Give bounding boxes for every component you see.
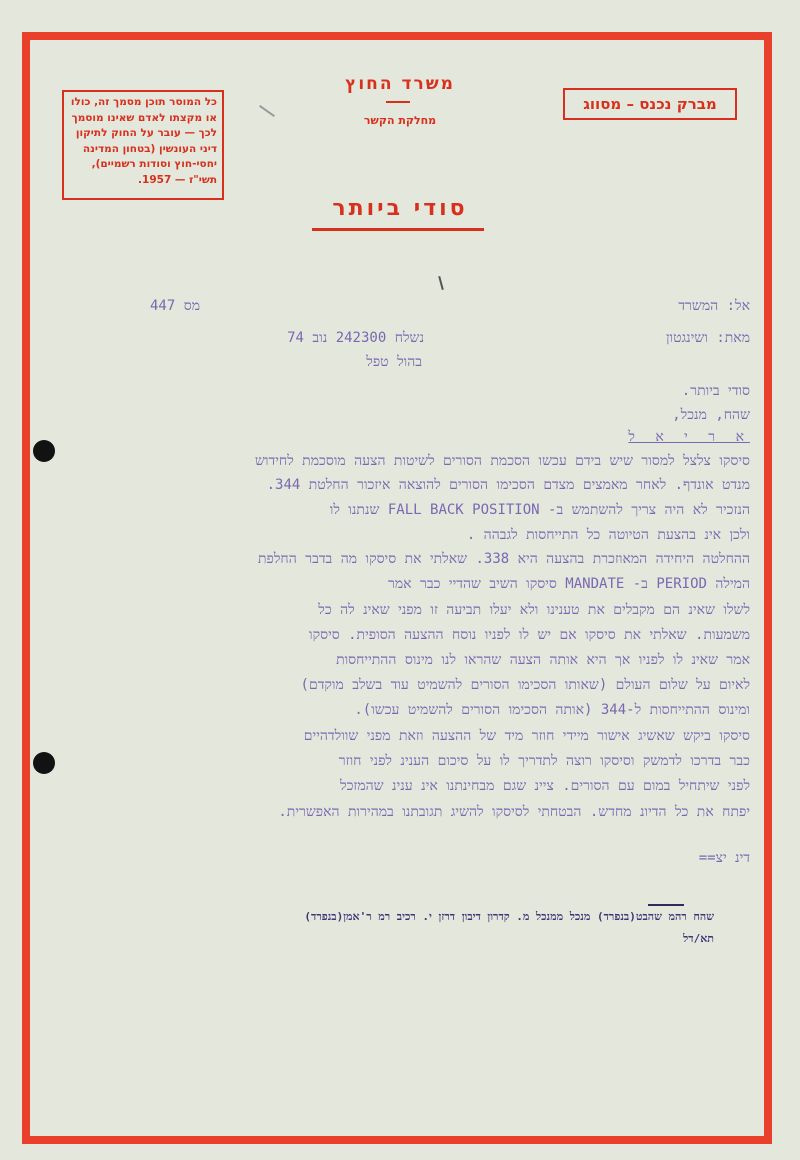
addressee-line: א ר י א ל bbox=[628, 429, 750, 445]
body-line: ולכן אינ בהצעת הטיוטה כל התייחסות לגבהה . bbox=[466, 527, 750, 543]
body-line: מנדט אונדף. לאחר מאמצים מצדם הסכימו הסורים להוצאה איזכור החלטת 344. bbox=[266, 477, 750, 493]
department-title: מחלקת הקשר bbox=[363, 114, 437, 127]
punch-hole bbox=[33, 440, 55, 462]
body-line: לאיום על שלום העולם (שאותו הסכימו הסורים להשמיט עוד בשלב מוקדם) bbox=[300, 677, 750, 693]
to-line: אל: המשרד bbox=[678, 298, 750, 314]
legal-line: דיני העונשין (בטחון המדינה bbox=[82, 142, 217, 155]
body-line: הנזכיר לא היה צריך להשתמש ב- FALL BACK POSITION שנתנו לו bbox=[329, 502, 750, 518]
legal-line: תשי"ז — 1957. bbox=[138, 173, 217, 186]
title-dash bbox=[386, 101, 410, 103]
classification-heading: סודי ביותר bbox=[332, 196, 468, 221]
from-line: מאת: ושינגטון bbox=[665, 330, 750, 346]
legal-line: כל המוסר תוכן מסמך זה, כולו bbox=[70, 96, 217, 108]
sent-line: נשלח 242300 נוב 74 bbox=[287, 330, 424, 346]
distribution-separator bbox=[648, 904, 684, 906]
distribution-list: שהח רהמ שהבט(בנפרד) מנכל ממנכל מ. קדרון דיבון דרזן י. רכיב רמ ר'אמן(בנפרד) bbox=[304, 910, 714, 923]
body-line: ההחלטה היחידה המאוזכרת בהצעה היא 338. שאלתי את סיסקו מה בדבר החלפת bbox=[258, 551, 750, 567]
body-line: אמר שאינ לו לפניו אך היא אותה הצעה שהראו לנו מינוס ההתייחסות bbox=[336, 652, 750, 668]
body-line: לפני שיתחיל במום עם הסורים. ציינ שגם מבחינתנו אינ ענינ שהמזכל bbox=[340, 778, 750, 794]
body-line: סיסקו ביקש שאשיג אישור מיידי חוזר מיד של ההצעה וזאת מפני שוולדהיים bbox=[303, 728, 750, 744]
classification-underline bbox=[312, 228, 484, 231]
closing-line: דינ יצ== bbox=[698, 850, 750, 866]
body-line: יפתח את כל הדיונ מחדש. הבטחתי לסיסקו להשיג תגובתנו במהירות האפשרית. bbox=[278, 804, 750, 820]
cable-number: מס 447 bbox=[150, 298, 200, 314]
legal-notice-box bbox=[62, 90, 224, 200]
body-line: סיסקו צלצל למסור שיש בידם עכשו הסכמת הסורים לשיטות הצעה מוסכמת לחידוש bbox=[255, 453, 750, 469]
body-line: לשלו שאינ הם מקבלים את טענינו ולא יעלו תביעה זו מפני שאינ לה כל bbox=[318, 602, 750, 618]
legal-line: או מקצתו לאדם שאינו מוסמך bbox=[71, 111, 217, 124]
body-line: משמעות. שאלתי את סיסקו אם יש לו לפניו נוסח ההצעה הסופית. סיסקו bbox=[309, 627, 750, 643]
addressee-line: שהח, מנכל, bbox=[672, 407, 750, 423]
punch-hole bbox=[33, 752, 55, 774]
distribution-list-2: תא/דל bbox=[683, 932, 714, 945]
legal-line: לכך — עובר על החוק לתיקון bbox=[75, 127, 217, 139]
body-line: המילה PERIOD ב- MANDATE סיסקו השיב שהדיי כבר אמר bbox=[388, 576, 750, 592]
ministry-title: משרד החוץ bbox=[345, 74, 455, 94]
cable-type-box: מברק נכנס – מסווג bbox=[563, 88, 737, 120]
legal-line: יחסי-חוץ וסודות רשמיים), bbox=[91, 158, 217, 170]
subject-classification: סודי ביותר. bbox=[681, 383, 750, 399]
body-line: ומינוס ההתייחסות ל-344 (אותה הסכימו הסורים להשמיט עכשו). bbox=[354, 702, 750, 718]
priority-line: בהול טפל bbox=[366, 354, 422, 370]
body-line: כבר בדרכו לדמשק וסיסקו רוצה לתדריך לו על סיכום הענינ לפני חוזר bbox=[338, 753, 750, 769]
